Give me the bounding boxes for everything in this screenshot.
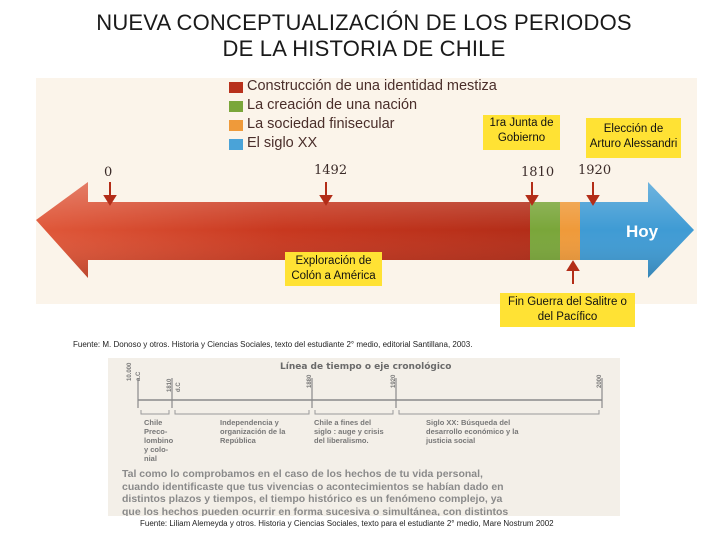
callout-alessandri-line1: Elección de	[603, 123, 664, 135]
callout-primera-junta-line1: 1ra Junta de	[489, 117, 554, 129]
callout-salitre	[500, 293, 635, 327]
year-label-1492: 1492	[314, 163, 348, 178]
source-second: Fuente: Liliam Alemeyda y otros. Historia y Ciencias Sociales, texto para el estudiante 2° medio, Mare Nostrum 2002	[140, 519, 554, 528]
book-period-4: Siglo XX: Búsqueda del desarrollo económico y la justicia social	[426, 418, 519, 445]
book-timeline-title: Línea de tiempo o eje cronológico	[280, 362, 452, 372]
legend-swatch-finisecular	[229, 120, 243, 131]
book-paragraph: Tal como lo comprobamos en el caso de los hechos de tu vida personal, cuando identificaste que tus vivencias o acontecimientos se habían dado en distintos plazos y tiempos, el tiempo histórico es un fenómeno complejo, ya que los hechos pueden ocurrir en forma sucesiva o simultánea, con distintos	[122, 468, 509, 516]
callout-colon	[285, 252, 382, 286]
title-line-2: DE LA HISTORIA DE CHILE	[222, 36, 506, 61]
book-tick-4: 2000	[597, 374, 603, 388]
callout-salitre-line1: Fin Guerra del Salitre o	[508, 296, 627, 308]
legend-label-nacion: La creación de una nación	[247, 97, 418, 113]
title-line-1: NUEVA CONCEPTUALIZACIÓN DE LOS PERIODOS	[96, 10, 632, 35]
legend-label-siglo-xx: El siglo XX	[247, 135, 318, 151]
legend-swatch-siglo-xx	[229, 139, 243, 150]
year-label-0: 0	[104, 165, 113, 180]
marker-salitre	[568, 262, 578, 284]
book-tick-1: 1810 d.C	[167, 378, 182, 392]
marker-year-1492	[321, 182, 331, 204]
marker-year-1920	[588, 182, 598, 204]
legend-swatch-nacion	[229, 101, 243, 112]
book-excerpt	[108, 358, 620, 516]
page-title	[0, 10, 728, 62]
legend-label-finisecular: La sociedad finisecular	[247, 116, 395, 132]
book-period-3: Chile a fines del siglo : auge y crisis del liberalismo.	[314, 418, 384, 445]
callout-primera-junta	[483, 115, 560, 150]
hoy-label: Hoy	[626, 222, 659, 241]
year-label-1920: 1920	[578, 163, 612, 178]
callout-colon-line1: Exploración de	[295, 255, 372, 267]
book-tick-2: 1880	[307, 374, 313, 388]
callout-salitre-line2: del Pacífico	[537, 311, 598, 323]
book-tick-0: 10.000 a.C	[127, 362, 142, 381]
year-label-1810: 1810	[521, 165, 555, 180]
callout-primera-junta-line2: Gobierno	[497, 132, 546, 144]
callout-alessandri-line2: Arturo Alessandri	[589, 138, 678, 150]
marker-year-1810	[527, 182, 537, 204]
callout-alessandri	[586, 118, 681, 158]
legend-label-mestiza: Construcción de una identidad mestiza	[247, 78, 497, 94]
book-period-2: Independencia y organización de la República	[220, 418, 286, 445]
marker-year-0	[105, 182, 115, 204]
callout-colon-line2: Colón a América	[291, 270, 376, 282]
book-period-1: Chile Preco- lombino y colo- nial	[144, 418, 174, 463]
book-tick-3: 1920	[391, 374, 397, 388]
source-first: Fuente: M. Donoso y otros. Historia y Ciencias Sociales, texto del estudiante 2° medio, editorial Santillana, 2003.	[73, 340, 473, 349]
legend-swatch-mestiza	[229, 82, 243, 93]
